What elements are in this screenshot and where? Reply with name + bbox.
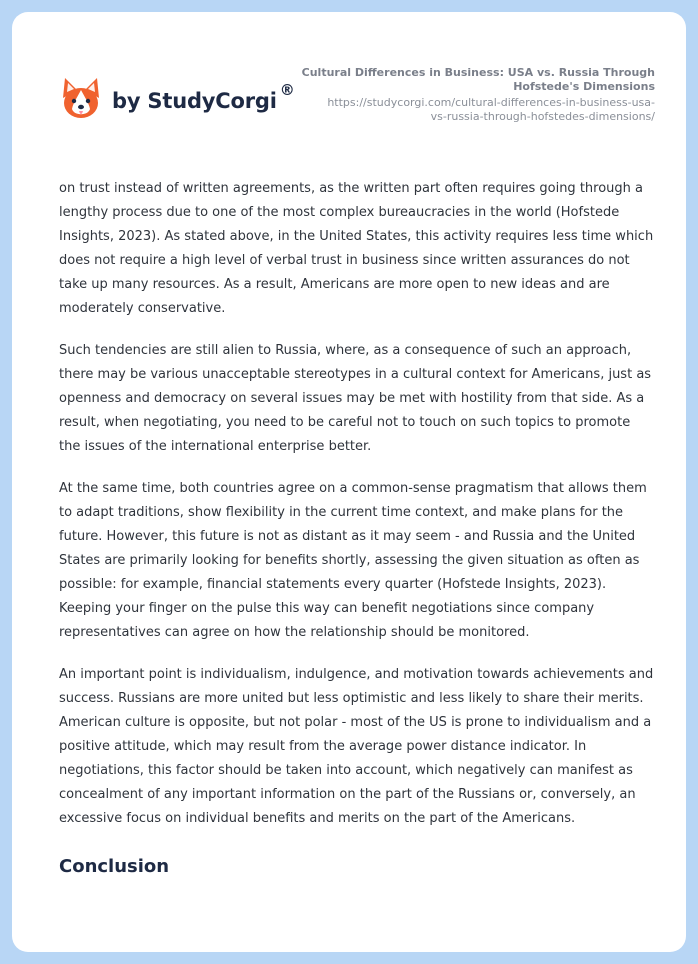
document-meta [295, 66, 655, 124]
body-paragraph: An important point is individualism, indulgence, and motivation towards achievements and success. Russians are more united but less optimistic and less likely to share their merits. American culture is opposite, but not polar - most of the US is prone to individualism and a positive attitude, which may result from the average power distance indicator. In negotiations, this factor should be taken into account, which negatively can manifest as concealment of any important information on the part of the Russians or, conversely, an excessive focus on individual benefits and merits on the part of the Americans. [59, 667, 654, 826]
body-paragraph: on trust instead of written agreements, as the written part often requires going through a lengthy process due to one of the most complex bureaucracies in the world (Hofstede Insights, 2023). As stated above, in the United States, this activity requires less time which does not require a high level of verbal trust in business since written assurances do not take up many resources. As a result, Americans are more open to new ideas and are moderately conservative. [59, 181, 654, 316]
document-title-line: Cultural Differences in Business: USA vs. Russia Through [301, 66, 655, 79]
corgi-logo-icon [60, 76, 102, 122]
studycorgi-logo[interactable] [60, 76, 295, 122]
conclusion-heading: Conclusion [59, 856, 170, 877]
document-title [295, 66, 655, 94]
document-body [59, 177, 655, 879]
body-paragraph: At the same time, both countries agree on a common-sense pragmatism that allows them to adapt traditions, show flexibility in the current time context, and make plans for the future. However, this future is not as distant as it may seem - and Russia and the United States are primarily looking for benefits shortly, assessing the given situation as often as possible: for example, financial statements every quarter (Hofstede Insights, 2023). Keeping your finger on the pulse this way can benefit negotiations since company representatives can agree on how the relationship should be monitored. [59, 481, 647, 640]
body-paragraph: Such tendencies are still alien to Russia, where, as a consequence of such an approach, there may be various unacceptable stereotypes in a cultural context for Americans, just as openness and democracy on several issues may be met with hostility from that side. As a result, when negotiating, you need to be careful not to touch on such topics to promote the issues of the international enterprise better. [59, 343, 652, 454]
document-title-line: Hofstede's Dimensions [513, 80, 655, 93]
registered-mark: ® [279, 81, 295, 99]
document-page [12, 12, 686, 952]
document-url-line: vs-russia-through-hofstedes-dimensions/ [430, 110, 655, 123]
logo-text: by StudyCorgi [112, 89, 277, 113]
page-header [12, 12, 686, 152]
document-url-line: https://studycorgi.com/cultural-differences-in-business-usa- [327, 96, 655, 109]
document-url[interactable] [295, 96, 655, 124]
